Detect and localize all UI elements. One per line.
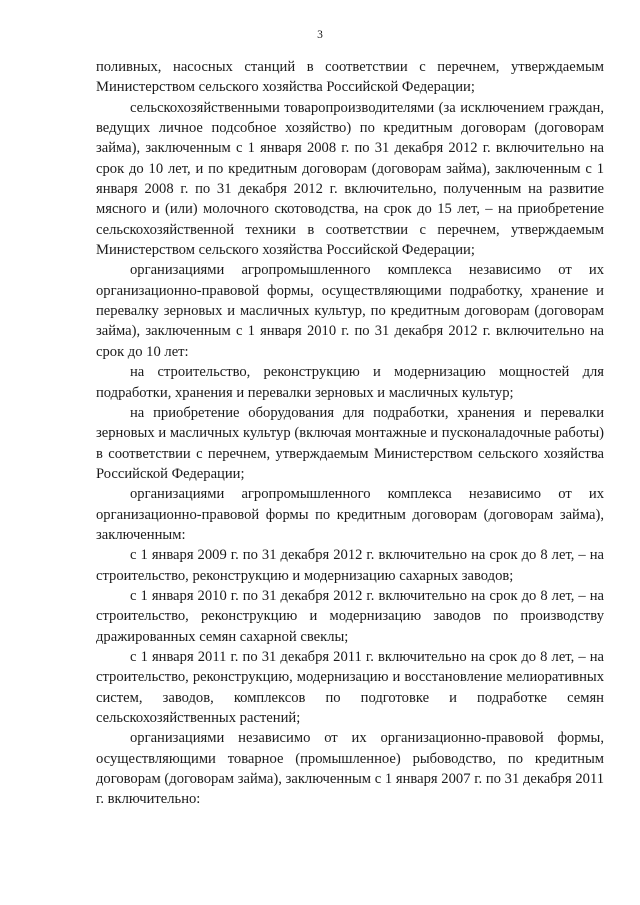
paragraph-8: с 1 января 2010 г. по 31 декабря 2012 г. включительно на срок до 8 лет, – на строительство, реконструкцию и модернизацию заводов по производству дражированных семян сахарной свеклы; bbox=[96, 587, 604, 645]
paragraph-3: организациями агропромышленного комплекса независимо от их организационно-правовой формы, осуществляющими подработку, хранение и перевалку зерновых и масличных культур, по кредитным договорам (договорам займа), заключенным с 1 января 2010 г. по 31 декабря 2012 г. включительно на срок до 10 лет: bbox=[96, 262, 604, 360]
paragraph-6: организациями агропромышленного комплекса независимо от их организационно-правовой формы по кредитным договорам (договорам займа), заключенным: bbox=[96, 486, 604, 543]
paragraph-1: поливных, насосных станций в соответствии с перечнем, утверждаемым Министерством сельского хозяйства Российской Федерации; bbox=[96, 59, 604, 96]
paragraph-9: с 1 января 2011 г. по 31 декабря 2011 г. включительно на срок до 8 лет, – на строительство, реконструкцию, модернизацию и восстановление мелиоративных систем, заводов, комплексов по подготовке и подработке семян сельскохозяйственных растений; bbox=[96, 648, 604, 726]
paragraph-4: на строительство, реконструкцию и модернизацию мощностей для подработки, хранения и перевалки зерновых и масличных культур; bbox=[96, 364, 604, 401]
paragraph-10: организациями независимо от их организационно-правовой формы, осуществляющими товарное (промышленное) рыбоводство, по кредитным договорам (договорам займа), заключенным с 1 января 2007 г. по 31 декабря 2011 г. включительно: bbox=[96, 730, 604, 808]
paragraph-5: на приобретение оборудования для подработки, хранения и перевалки зерновых и масличных культур (включая монтажные и пусконаладочные работы) в соответствии с перечнем, утверждаемым Министерством сельского хозяйства Российской Федерации; bbox=[96, 404, 604, 482]
paragraph-2: сельскохозяйственными товаропроизводителями (за исключением граждан, ведущих личное подсобное хозяйство) по кредитным договорам (договорам займа), заключенным с 1 января 2008 г. по 31 декабря 2012 г. включительно на срок до 10 лет, и по кредитным договорам (договорам займа), заключенным с 1 января 2008 г. по 31 декабря 2012 г. включительно, полученным на развитие мясного и (или) молочного скотоводства, на срок до 15 лет, – на приобретение сельскохозяйственной техники в соответствии с перечнем, утверждаемым Министерством сельского хозяйства Российской Федерации; bbox=[96, 99, 604, 259]
page-number: 3 bbox=[317, 29, 323, 41]
document-body bbox=[96, 57, 604, 810]
paragraph-7: с 1 января 2009 г. по 31 декабря 2012 г. включительно на срок до 8 лет, – на строительство, реконструкцию и модернизацию сахарных заводов; bbox=[96, 547, 604, 584]
